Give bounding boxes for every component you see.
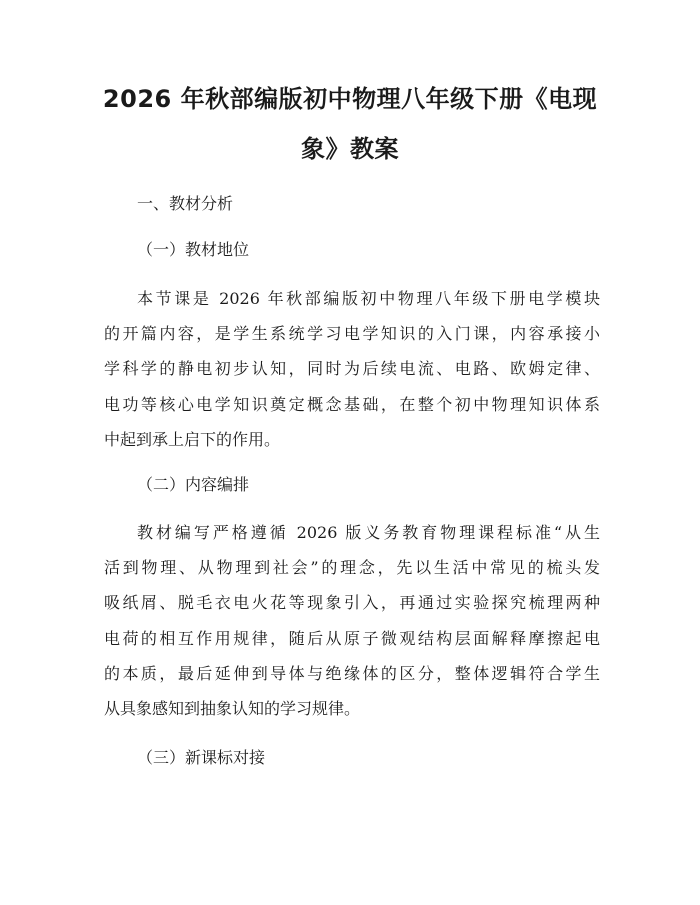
paragraph-line: 的本质，最后延伸到导体与绝缘体的区分，整体逻辑符合学生 xyxy=(104,663,600,683)
paragraph-line: 本节课是 2026 年秋部编版初中物理八年级下册电学模块 xyxy=(137,289,600,308)
paragraph-line: 的开篇内容，是学生系统学习电学知识的入门课，内容承接小 xyxy=(104,324,600,344)
paragraph-line: 教材编写严格遵循 2026 版义务教育物理课程标准“从生 xyxy=(137,523,600,542)
subsection-heading: （一）教材地位 xyxy=(137,240,250,259)
paragraph-line: 吸纸屑、脱毛衣电火花等现象引入，再通过实验探究梳理两种 xyxy=(104,593,600,613)
paragraph-line: 活到物理、从物理到社会”的理念，先以生活中常见的梳头发 xyxy=(104,558,600,578)
paragraph-line: 电功等核心电学知识奠定概念基础，在整个初中物理知识体系 xyxy=(104,394,600,414)
title-line: 2026 年秋部编版初中物理八年级下册《电现 xyxy=(102,85,598,113)
paragraph xyxy=(104,515,600,726)
paragraph-line: 学科学的静电初步认知，同时为后续电流、电路、欧姆定律、 xyxy=(104,359,600,379)
subsection-heading: （二）内容编排 xyxy=(137,475,250,494)
subsection-heading: （三）新课标对接 xyxy=(137,748,266,767)
paragraph xyxy=(104,281,600,457)
section-heading: 一、教材分析 xyxy=(137,194,234,213)
paragraph-line: 中起到承上启下的作用。 xyxy=(104,429,281,449)
paragraph-line: 从具象感知到抽象认知的学习规律。 xyxy=(104,699,361,719)
paragraph-line: 电荷的相互作用规律，随后从原子微观结构层面解释摩擦起电 xyxy=(104,628,600,648)
document-title xyxy=(90,74,610,174)
title-line: 象》教案 xyxy=(301,135,399,163)
